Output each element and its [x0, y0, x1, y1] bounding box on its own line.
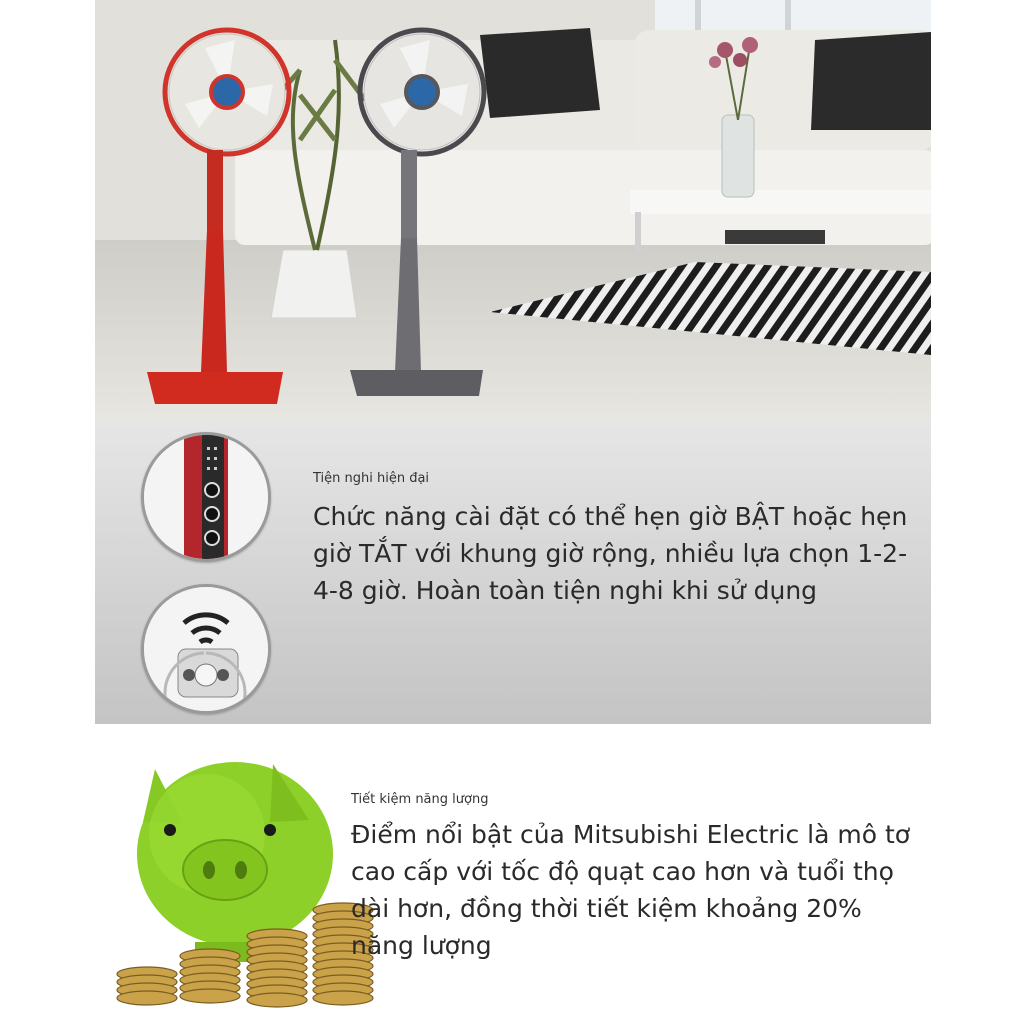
- hero-image: [95, 0, 931, 422]
- control-panel-thumb: [141, 432, 271, 562]
- feature-energy-body: Điểm nổi bật của Mitsubishi Electric là mô tơ cao cấp với tốc độ quạt cao hơn và tuổi thọ dài hơn, đồng thời tiết kiệm khoảng 20% năng lượng: [351, 820, 911, 960]
- control-panel-icon: [144, 435, 268, 559]
- remote-thumb: [141, 584, 271, 714]
- remote-control-icon: [144, 587, 268, 711]
- feature-energy-section: [95, 724, 931, 1024]
- feature-energy-caption: Tiết kiệm năng lượng: [351, 792, 489, 807]
- piggy-bank-icon: [95, 724, 395, 1024]
- feature-timer-body: Chức năng cài đặt có thể hẹn giờ BẬT hoặc hẹn giờ TẮT với khung giờ rộng, nhiều lựa chọn 1-2-4-8 giờ. Hoàn toàn tiện nghi khi sử dụng: [313, 502, 908, 605]
- feature-timer-section: [95, 422, 931, 724]
- product-feature-page: [95, 0, 931, 1024]
- feature-timer-caption: Tiện nghi hiện đại: [313, 471, 430, 486]
- living-room-fans-photo: [95, 0, 931, 422]
